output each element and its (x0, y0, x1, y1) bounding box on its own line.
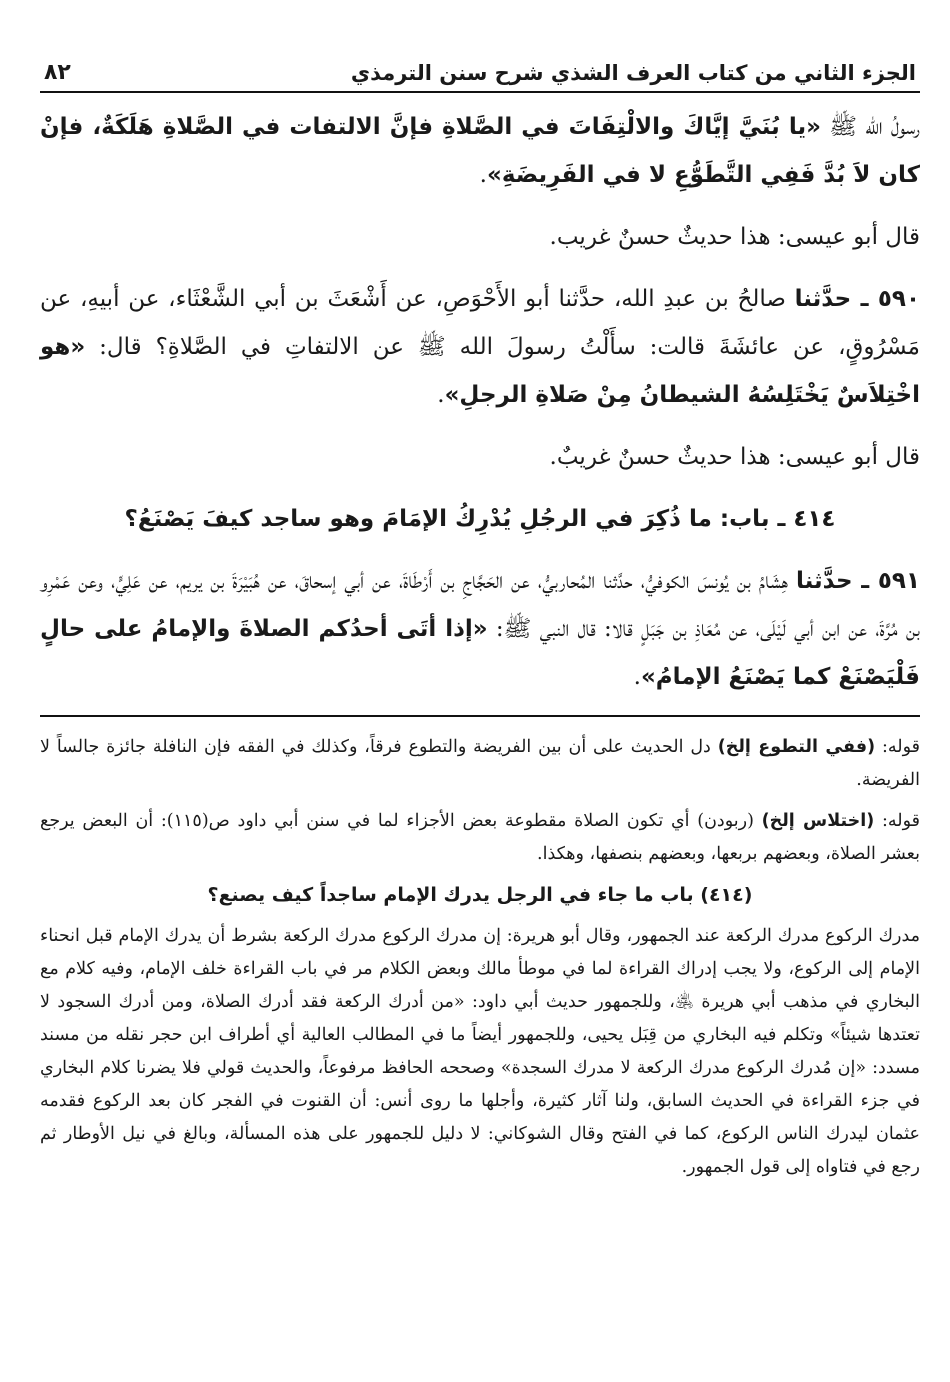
hadith-591-number: ٥٩١ ـ حدَّثنا (796, 568, 921, 594)
p3-end: . (437, 382, 445, 408)
p1-end: . (479, 162, 487, 188)
paragraph-abu-isa-1: قال أبو عيسى: هذا حديثٌ حسنٌ غريب. (549, 224, 920, 250)
paragraph-abu-isa-2: قال أبو عيسى: هذا حديثٌ حسنٌ غريبٌ. (549, 444, 920, 470)
p1-plain: رسولُ الله ﷺ (820, 114, 921, 140)
commentary-notes (40, 731, 920, 1184)
paragraph-hadith-continuation (40, 103, 920, 199)
paragraph-hadith-591 (40, 557, 920, 701)
note-3: مدرك الركوع مدرك الركعة عند الجمهور، وقال أبو هريرة: إن مدرك الركوع مدرك الركعة بشرط أن يدرك الإمام قبل انحناء الإمام إلى الركوع، ولا يجب إدراك القراءة لما في موطأ مالك وبعض الكلام مر في باب القراءة خلف الإمام، وفيه كلام مع البخاري في مذهب أبي هريرة ﵁، وللجمهور حديث أبي داود: «من أدرك الركعة فقد أدرك الصلاة، ومن أدرك السجود لا تعتدها شيئاً» وتكلم فيه البخاري من قِبَل يحيى، وللجمهور أيضاً ما في المطالب العالية أي أطراف ابن حجر نقله من مسند مسدد: «إن مُدرك الركوع مدرك الركعة لا مدرك السجدة» وصححه الحافظ مرفوعاً، والحديث قولي فلا يضرنا كلام البخاري في جزء القراءة في الحديث السابق، ولنا آثار كثيرة، وأجلها ما روى أنس: أن القنوت في الفجر كان بعد الركوع فقدمه عثمان ليدرك الناس الركوع، كما في الفتح وقال الشوكاني: لا دليل للجمهور على هذه المسألة، وبالغ في نيل الأوطار ثم رجع في فتاواه إلى قول الجمهور. (40, 926, 920, 1177)
footnote-divider (40, 715, 920, 717)
main-text (40, 103, 920, 701)
note-2-bold: (اختلاس إلخ) (761, 811, 875, 831)
note-chapter-heading: (٤١٤) باب ما جاء في الرجل يدرك الإمام ساجداً كيف يصنع؟ (207, 884, 753, 906)
hadith-590-number: ٥٩٠ ـ حدَّثنا (794, 286, 921, 312)
note-2-rest: (ربودن) أي تكون الصلاة مقطوعة بعض الأجزاء لما في سنن أبي داود ص(١١٥): أن البعض يرجع بعشر الصلاة، وبعضهم بربعها، وبعضهم بنصفها، وهكذا. (40, 811, 920, 864)
p5-plain: هِشَامُ بن يُونسَ الكوفيُّ، حدَّثنا المُحاربيُّ، عن الحَجَّاجِ بن أَرْطَاةَ، عن أبي إسحاقَ، عن هُبَيْرَةَ بن يريم، عن عَلِيٍّ، وعن عَمْرِو بن مُرَّةَ، عن ابن أبي لَيْلَى، عن مُعَاذِ بن جَبَلٍ قالا: قال النبي ﷺ: (40, 568, 920, 642)
p3-plain: صالحُ بن عبدِ الله، حدَّثنا أبو الأَحْوَصِ، عن أَشْعَثَ بن أبي الشَّعْثَاء، عن أبيهِ، عن مَسْرُوقٍ، عن عائشَةَ قالت: سأَلْتُ رسولَ الله ﷺ عن الالتفاتِ في الصَّلاةِ؟ قال: (40, 286, 920, 360)
book-page (40, 60, 920, 1192)
note-1-lead: قوله: (875, 737, 920, 757)
header-title: الجزء الثاني من كتاب العرف الشذي شرح سنن الترمذي (350, 61, 916, 85)
paragraph-hadith-590 (40, 275, 920, 419)
p5-bold: «إذا أتَى أحدُكم الصلاةَ والإمامُ على حالٍ فَلْيَصْنَعْ كما يَصْنَعُ الإمامُ» (40, 616, 920, 690)
p3-bold: «هو اخْتِلاَسٌ يَخْتَلِسُهُ الشيطانُ مِنْ صَلاةِ الرجلِ» (40, 334, 920, 408)
running-header (40, 60, 920, 93)
note-2-lead: قوله: (874, 811, 920, 831)
p5-end: . (633, 664, 641, 690)
page-number: ٨٢ (44, 60, 71, 85)
chapter-heading-414: ٤١٤ ـ باب: ما ذُكِرَ في الرجُلِ يُدْرِكُ الإمَامَ وهو ساجد كيفَ يَصْنَعُ؟ (124, 506, 836, 532)
note-2 (40, 805, 920, 871)
note-1 (40, 731, 920, 797)
note-1-bold: (ففي التطوع إلخ) (717, 737, 876, 757)
note-1-rest: دل الحديث على أن بين الفريضة والتطوع فرقاً، وكذلك في الفقه فإن النافلة جائزة جالساً لا الفريضة. (40, 737, 920, 790)
p1-bold: «يا بُنَيَّ إيَّاكَ والالْتِفَاتَ في الصَّلاةِ فإنَّ الالتفات في الصَّلاةِ هَلَكَةٌ، فإنْ كان لاَ بُدَّ فَفِي التَّطَوُّعِ لا في الفَرِيضَةِ» (40, 114, 920, 188)
